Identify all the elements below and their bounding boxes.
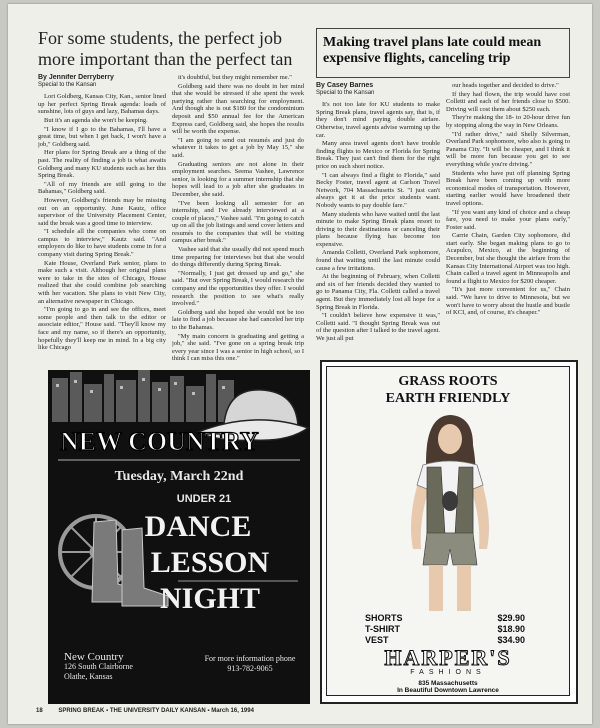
ad-line-dance: DANCE bbox=[144, 510, 252, 543]
article2-paragraph: They're making the 18- to 20-hour drive fun by stopping along the way in New Orleans. bbox=[446, 114, 570, 129]
article2-paragraph: "It's just more convenient for us," Chain said. "We have to drive to Minnesota, but we won't have to worry about the hustle and bustle of KCI, and, of course, it's cheaper." bbox=[446, 286, 570, 317]
ad-venue-block bbox=[64, 652, 184, 682]
article2-paragraph: our heads together and decided to drive." bbox=[452, 82, 559, 89]
article1-paragraph: "I've been looking all semester for an internship, and I've already interviewed at a couple of places," Vashee said. "I'm going to catch up on all the job listings and send cover letters and resumés to the companies that will be visiting campus after break." bbox=[172, 199, 304, 245]
article1-paragraph: Goldberg said she hoped she would not be too late to find a job because she had canceled her trip to the Bahamas. bbox=[172, 308, 304, 331]
harpers-address-block bbox=[327, 680, 569, 694]
article2-byline: By Casey Barnes bbox=[316, 82, 374, 89]
ad-address-street: 126 South Clairborne bbox=[64, 662, 133, 671]
article2-paragraph: If they had flown, the trip would have cost Colletti and each of her friends close to $500. Driving will cost them about $250 each. bbox=[446, 90, 570, 113]
price-item-price: $34.90 bbox=[497, 635, 525, 645]
harpers-tagline: In Beautiful Downtown Lawrence bbox=[397, 687, 499, 694]
article1-paragraph: "All of my friends are still going to the Bahamas," Goldberg said. bbox=[38, 180, 166, 196]
article2-paragraph: "I couldn't believe how expensive it was," Colletti said. "I thought Spring Break was out of the question after I talked to the travel agent. We just all put bbox=[316, 312, 440, 342]
price-item-name: SHORTS bbox=[365, 613, 403, 623]
ad-date: Tuesday, March 22nd bbox=[114, 469, 244, 484]
harpers-logo: HARPER'S bbox=[384, 645, 512, 670]
price-item-price: $18.90 bbox=[497, 624, 525, 634]
footer-sep-icon: ▪ bbox=[106, 708, 110, 714]
article1-paragraph: "I know if I go to the Bahamas, I'll have a great time, but when I get back, I won't have a job," Goldberg said. bbox=[38, 125, 166, 148]
article1-paragraph: Kate House, Overland Park senior, plans to make such a visit. Although her original plans were to take in the sites of Chicago, House realized that she could combine job searching with her vacation. She plans to visit New City, an alternative newspaper in Chicago. bbox=[38, 259, 166, 305]
article2-col1 bbox=[316, 82, 440, 356]
ad-info-text: For more information phone bbox=[204, 654, 296, 663]
ad-under21: UNDER 21 bbox=[176, 493, 232, 505]
article2-paragraph: "I'd rather drive," said Shelly Silverman, Overland Park sophomore, who also is going to Panama City. "It will be cheaper, and I think it will be more fun because you get to see everything while you're driving." bbox=[446, 130, 570, 168]
footer-date: March 16, 1994 bbox=[211, 708, 254, 714]
article2-paragraph: Amanda Colletti, Overland Park sophomore, found that waiting until the last minute could cause a few irritations. bbox=[316, 249, 440, 272]
page-footer bbox=[36, 708, 254, 714]
article2-paragraph: At the beginning of February, when Colletti and six of her friends decided they wanted to go to Panama City, Fla. Colletti called a travel agent. But they immediately lost all hope for a Spring Break in Florida. bbox=[316, 273, 440, 311]
price-item-price: $29.90 bbox=[497, 613, 525, 623]
article1-paragraph: Vashee said that she usually did not spend much time preparing for interviews but that she would do things differently during Spring Break. bbox=[172, 246, 304, 269]
newspaper-page bbox=[8, 4, 592, 724]
article1-paragraph: Goldberg said there was no doubt in her mind that she would be stressed if she spent the week partying rather than searching for employment. And though she is out $180 for the condominium deposit and $50 annual fee for the American Express card, Goldberg said, she hopes the results will be worth the expense. bbox=[172, 82, 304, 136]
harpers-headline bbox=[327, 373, 569, 407]
article1-paragraph: However, Goldberg's friends may be missing out on an opportunity. June Kautz, office supervisor of the University Placement Center, said the break was a good time to interview. bbox=[38, 196, 166, 227]
article1-title: For some students, the perfect job more important than the perfect tan bbox=[38, 28, 293, 69]
article1-paragraph: it's doubtful, but they might remember me." bbox=[178, 74, 292, 81]
ad-headline: NEW COUNTRY bbox=[60, 427, 259, 456]
article1-byline: By Jennifer Derryberry bbox=[38, 74, 114, 81]
article2-paragraph: "If you want any kind of choice and a cheap fare, you need to make your plans early," Foster said. bbox=[446, 208, 570, 231]
article1-paragraph: "My main concern is graduating and getting a job," she said. "I've gone on a spring break trip every year since I was a senior in high school, so I think I can miss this one." bbox=[172, 332, 304, 363]
article2-paragraph: It's not too late for KU students to make Spring Break plans, travel agents say, that is, if they don't mind paying double airfare. Otherwise, travel agents advise warming up the car. bbox=[316, 101, 440, 139]
price-item-name: T-SHIRT bbox=[365, 624, 400, 634]
article2-affiliation: Special to the Kansan bbox=[316, 89, 375, 96]
article1-paragraph: Lori Goldberg, Kansas City, Kan., senior lined up her perfect Spring Break agenda: loads of sunshine, lots of guys and lazy, Bahamas days. bbox=[38, 93, 166, 116]
article2-paragraph: Many area travel agents don't have trouble finding flights to Mexico or Florida for Spring Break. They just can't find them for the right price on such short notice. bbox=[316, 140, 440, 170]
price-item-name: VEST bbox=[365, 635, 389, 645]
footer-section: SPRING BREAK bbox=[58, 708, 105, 714]
article2-headline-box bbox=[316, 28, 570, 78]
price-row bbox=[365, 613, 525, 624]
article1-paragraph: Her plans for Spring Break are a thing of the past. The reality of finding a job is what awaits Goldberg and many KU students such as her this Spring Break. bbox=[38, 149, 166, 180]
ad-line-lesson: LESSON bbox=[150, 546, 270, 579]
ad-line-night: NIGHT bbox=[159, 582, 261, 615]
page-number: 18 bbox=[36, 708, 43, 714]
ad-phone: 913-782-9065 bbox=[227, 664, 273, 673]
ad-info-block bbox=[198, 654, 302, 674]
price-row bbox=[365, 624, 525, 635]
article2-paragraph: Many students who have waited until the last minute to make Spring Break plans resort to driving to their destinations or canceling their plans because flying has become too expensive. bbox=[316, 210, 440, 248]
article2-paragraph: Students who have put off planning Spring Break have been coming up with more economical modes of transportation. However, starting earlier would have broadened their travel options. bbox=[446, 169, 570, 207]
harpers-ad bbox=[320, 360, 578, 704]
article1-paragraph: "I'm going to go in and see the offices, meet some people and then talk to the editor or associate editor," House said. "They'll know my face and my name, so if there's an opportunity, hopefully they'll keep me in mind. In a big city like Chicago bbox=[38, 306, 166, 352]
article2-paragraph: Carrie Chain, Garden City sophomore, did start early. She began making plans to go to Acapulco, Mexico, at the beginning of December, but she thought the airfare from the Kansas City International Airport was too high. Chain called a travel agent in Minneapolis and found a flight to Mexico for $200 cheaper. bbox=[446, 232, 570, 285]
article2-title: Making travel plans late could mean expensive flights, canceling trip bbox=[323, 35, 542, 66]
model-photo-icon bbox=[327, 409, 569, 619]
article1-affiliation: Special to the Kansan bbox=[38, 81, 97, 88]
ad-venue-name: New Country bbox=[64, 651, 124, 663]
new-country-ad bbox=[48, 370, 310, 704]
harpers-fashions: FASHIONS bbox=[410, 669, 486, 676]
harpers-address: 835 Massachusetts bbox=[418, 680, 478, 687]
article1-paragraph: "I schedule all the companies who come on campus to interview," Kautz said. "And employers do like to have students come in for a company visit during Spring Break." bbox=[38, 228, 166, 259]
ad-address-city: Olathe, Kansas bbox=[64, 672, 113, 681]
harpers-ad-inner bbox=[326, 366, 570, 696]
article1-paragraph: But it's an agenda she won't be keeping. bbox=[44, 116, 148, 124]
article1-paragraph: "Normally, I just get dressed up and go," she said. "But over Spring Break, I would research the company and the opportunities they offer. I would research the position to see what's really involved." bbox=[172, 269, 304, 308]
price-list bbox=[365, 613, 525, 646]
article1-col2 bbox=[172, 74, 304, 366]
harpers-headline-1: GRASS ROOTS bbox=[398, 374, 498, 389]
article2-col2 bbox=[446, 82, 570, 356]
article1-paragraph: Graduating seniors are not alone in their employment searches. Seema Vashee, Lawrence senior, is looking for a summer internship that she hopes will lead to a job after she graduates in December, she said. bbox=[172, 160, 304, 198]
harpers-headline-2: EARTH FRIENDLY bbox=[385, 391, 511, 406]
footer-sep-icon: ▪ bbox=[207, 708, 212, 714]
skyline-icon bbox=[52, 370, 234, 422]
article1-col1 bbox=[38, 74, 166, 366]
article1-paragraph: "I am going to send out resumés and just do whatever it takes to get a job by May 15," she said. bbox=[172, 136, 304, 159]
article2-paragraph: "I can always find a flight to Florida," said Becky Foster, travel agent at Carlson Travel Network, 704 Massachusetts St. "I just can't always get it at the price students want. Nobody wants to pay double fare." bbox=[316, 171, 440, 209]
footer-publication: THE UNIVERSITY DAILY KANSAN bbox=[109, 708, 206, 714]
